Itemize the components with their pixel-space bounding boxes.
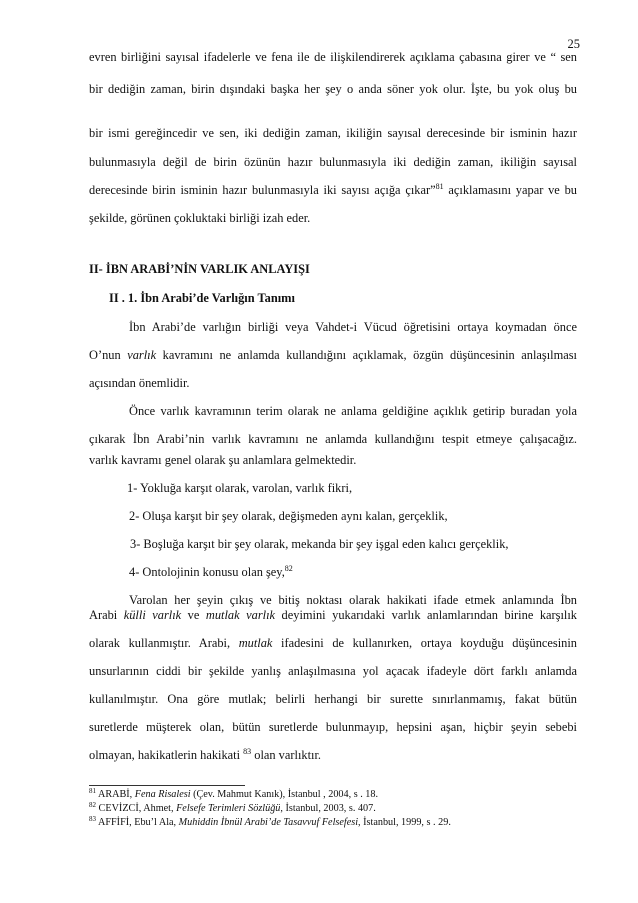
work-title: Felsefe Terimleri Sözlüğü	[176, 803, 281, 814]
footnote-divider	[89, 785, 245, 786]
text: varlık kavramı genel olarak şu anlamlara gelmektedir.	[89, 453, 357, 467]
paragraph-line	[129, 593, 577, 608]
footnote-ref-82: 82	[284, 564, 293, 573]
paragraph-line	[89, 376, 577, 391]
paragraph-line	[89, 211, 577, 226]
text: olarak kullanmıştır. Arabi,	[89, 636, 239, 650]
text: O’nun	[89, 348, 128, 362]
text: çıkarak İbn Arabi’nin varlık kavramını ne anlamda kullandığını tespit etmeye çalışacağız.	[89, 432, 577, 446]
footnote-81	[89, 788, 589, 801]
text: şekilde, görünen çokluktaki birliği izah eder.	[89, 211, 311, 225]
paragraph-line	[89, 636, 577, 651]
paragraph-line	[129, 320, 577, 335]
text: açısından önemlidir.	[89, 376, 190, 390]
text: olmayan, hakikatlerin hakikati	[89, 748, 244, 762]
text: İbn Arabi’de varlığın birliği veya Vahdet-i Vücud öğretisini ortaya koymadan önce	[129, 320, 577, 334]
page-number: 25	[567, 37, 580, 51]
text: ifadesini de kullanırken, ortaya koyduğu düşüncesinin	[272, 636, 577, 650]
text: açıklamasını yapar ve bu	[443, 183, 577, 197]
text: ve	[181, 608, 206, 622]
italic-term: külli varlık	[123, 608, 182, 622]
paragraph-line	[89, 432, 577, 447]
text: bir dediğin zaman, birin dışındaki başka her şey o anda söner yok olur. İşte, bu yok oluş bu	[89, 82, 577, 96]
text: derecesinde birin isminin hazır bulunmasıyla iki sayısı açığa çıkar”	[89, 183, 436, 197]
text: ARABİ,	[96, 789, 135, 800]
list-item: 3- Boşluğa karşıt bir şey olarak, mekanda bir şey işgal eden kalıcı gerçeklik,	[130, 537, 509, 551]
text: bulunmasıyla değil de birin özünün hazır bulunmasıyla iki dediğin zaman, ikiliğin sayısal	[89, 155, 577, 169]
footnote-number: 82	[89, 801, 96, 809]
text: deyimini yukarıdaki varlık anlamlarından birine karşılık	[275, 608, 577, 622]
footnote-ref-83: 83	[243, 747, 252, 756]
footnote-82	[89, 802, 589, 815]
paragraph-line	[89, 453, 577, 468]
work-title: Muhiddin İbnül Arabi’de Tasavvuf Felsefesi	[178, 817, 359, 828]
italic-term: mutlak	[238, 636, 273, 650]
footnote-number: 81	[89, 787, 96, 795]
subsection-heading: II . 1. İbn Arabi’de Varlığın Tanımı	[109, 291, 295, 305]
text: bir ismi gereğincedir ve sen, iki dediğin zaman, ikiliğin sayısal derecesinde bir isminin hazır	[89, 126, 577, 140]
paragraph-line	[89, 748, 577, 763]
footnote-number: 83	[89, 815, 96, 823]
text: kullanılmıştır. Ona göre mutlak; belirli herhangi bir surette sınırlanmamış, fakat bütün	[89, 692, 577, 706]
text: (Çev. Mahmut Kanık), İstanbul , 2004, s . 18.	[190, 789, 379, 800]
text: 4- Ontolojinin konusu olan şey,	[129, 565, 285, 579]
text: Önce varlık kavramının terim olarak ne anlama geldiğine açıklık getirip buradan yola	[129, 404, 577, 418]
footnote-83	[89, 816, 589, 829]
text: unsurlarının ciddi bir şekilde yanlış anlaşılmasına yol açacak ifadeyle dört farklı anlamda	[89, 664, 577, 678]
text: CEVİZCİ, Ahmet,	[96, 803, 177, 814]
section-heading: II- İBN ARABİ’NİN VARLIK ANLAYIŞI	[89, 262, 310, 276]
text: , İstanbul, 1999, s . 29.	[358, 817, 451, 828]
text: AFFİFİ, Ebu’l Ala,	[96, 817, 179, 828]
paragraph-line	[89, 348, 577, 363]
text: Arabi	[89, 608, 124, 622]
text: kavramını ne anlamda kullandığını açıklamak, özgün düşüncesinin anlaşılması	[156, 348, 577, 362]
text: , İstanbul, 2003, s. 407.	[280, 803, 376, 814]
list-item: 1- Yokluğa karşıt olarak, varolan, varlık fikri,	[127, 481, 353, 495]
text: olan varlıktır.	[251, 748, 322, 762]
paragraph-line	[89, 183, 577, 198]
paragraph-line	[89, 664, 577, 679]
text: suretlerde müşterek olan, bütün suretlerde bulunmayıp, hepsini aşan, hiçbir şeyin sebebi	[89, 720, 577, 734]
list-item: 2- Oluşa karşıt bir şey olarak, değişmeden aynı kalan, gerçeklik,	[129, 509, 448, 523]
list-item	[129, 565, 617, 580]
paragraph-line	[89, 50, 577, 65]
paragraph-line	[89, 720, 577, 735]
paragraph-line	[89, 126, 577, 141]
italic-term: varlık	[127, 348, 157, 362]
work-title: Fena Risalesi	[134, 789, 191, 800]
footnote-ref-81: 81	[435, 182, 444, 191]
paragraph-line	[89, 608, 577, 623]
paragraph-line	[89, 692, 577, 707]
paragraph-line	[89, 155, 577, 170]
italic-term: mutlak varlık	[205, 608, 276, 622]
paragraph-line	[129, 404, 577, 419]
text: evren birliğini sayısal ifadelerle ve fena ile de ilişkilendirerek açıklama çabasına girer ve “ sen	[89, 50, 577, 64]
paragraph-line	[89, 82, 577, 97]
text: Varolan her şeyin çıkış ve bitiş noktası olarak hakikati ifade etmek anlamında İbn	[129, 593, 577, 607]
